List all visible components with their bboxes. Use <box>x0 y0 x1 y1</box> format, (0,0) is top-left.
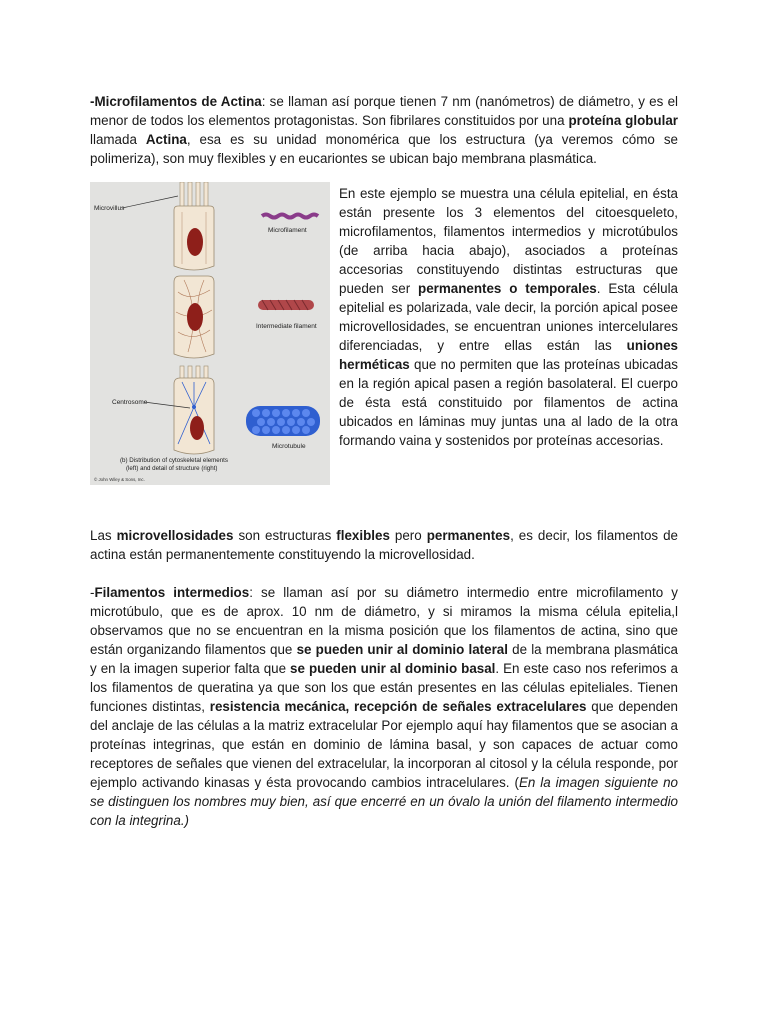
microfilament-detail <box>262 215 318 218</box>
microtubule-detail <box>246 406 320 436</box>
cytoskeleton-figure <box>90 182 330 485</box>
label-centrosome: Centrosome <box>112 399 148 406</box>
epithelial-cell-microtubules <box>174 366 214 454</box>
bold-term: Actina <box>145 132 187 147</box>
bold-term: permanentes <box>426 528 511 543</box>
label-intermediate-filament: Intermediate filament <box>256 323 317 330</box>
epithelial-cell-intermediate <box>174 276 214 358</box>
label-microtubule: Microtubule <box>272 443 306 450</box>
bold-term: uniones herméticas <box>339 338 678 372</box>
paragraph-microvellosidades: Las microvellosidades son estructuras flexibles pero permanentes, es decir, los filamentos de actina están permanentemente constituyendo la microvellosidad. <box>90 528 678 562</box>
bold-term: resistencia mecánica, recepción de señales extracelulares <box>209 699 587 714</box>
bold-term: Filamentos intermedios <box>94 585 250 600</box>
bold-term: -Microfilamentos de Actina <box>90 94 262 109</box>
figure-row <box>90 182 678 488</box>
paragraph-epithelial-example: En este ejemplo se muestra una célula epitelial, en ésta están presente los 3 elementos del citoesqueleto, microfilamentos, filamentos intermedios y microtúbulos (de arriba hacia abajo), asociados a proteínas accesorias constituyendo distintas estructuras que pueden ser permanentes o temporales. Esta célula epitelial es polarizada, vale decir, la porción apical posee microvellosidades, se encuentran uniones intercelulares diferenciadas, y entre ellas están las uniones herméticas que no permiten que las proteínas ubicadas en la región apical pasen a región basolateral. El cuerpo de ésta está constituido por filamentos de actina ubicados en láminas muy juntas una al lado de la otra formando vaina y sostenidos por proteínas accesorias. <box>339 186 678 448</box>
bold-term: microvellosidades <box>116 528 234 543</box>
intermediate-filament-detail <box>258 300 314 310</box>
label-microvillus: Microvillus <box>94 205 125 212</box>
bold-term: se pueden unir al dominio basal <box>290 661 496 676</box>
bold-term: se pueden unir al dominio lateral <box>296 642 508 657</box>
paragraph-microfilamentos: -Microfilamentos de Actina: se llaman así porque tienen 7 nm (nanómetros) de diámetro, y es el menor de todos los elementos protagonistas. Son fibrilares constituidos por una proteína globular llamada Actina, esa es su unidad monomérica que los estructura (ya veremos cómo se polimeriza), son muy flexibles y en eucariontes se ubican bajo membrana plasmática. <box>90 94 678 166</box>
document-page <box>90 92 678 830</box>
figure-side-text <box>339 184 678 450</box>
bold-term: flexibles <box>336 528 390 543</box>
italic-note: En la imagen siguiente no se distinguen los nombres muy bien, así que encerré en un óvalo la unión del filamento intermedio con la integrina.) <box>90 775 678 828</box>
bold-term: permanentes o temporales <box>418 281 597 296</box>
figure-caption-line1: (b) Distribution of cytoskeletal elements <box>120 457 228 464</box>
figure-copyright: © John Wiley & Sons, Inc. <box>94 477 145 482</box>
epithelial-cell-microfilaments <box>174 182 214 270</box>
paragraph-filamentos-intermedios: -Filamentos intermedios: se llaman así por su diámetro intermedio entre microfilamento y microtúbulo, que es de aprox. 10 nm de diámetro, y si miramos la misma célula epitelia,l observamos que no se encuentran en la misma posición que los filamentos de actina, sino que están organizando filamentos que se pueden unir al dominio lateral de la membrana plasmática y en la imagen superior falta que se pueden unir al dominio basal. En este caso nos referimos a los filamentos de queratina ya que son los que están presentes en las células epiteliales. Tienen funciones distintas, resistencia mecánica, recepción de señales extracelulares que dependen del anclaje de las células a la matriz extracelular Por ejemplo aquí hay filamentos que se asocian a proteínas integrinas, que están en dominio de lámina basal, y son capaces de actuar como receptores de señales que vienen del extracelular, la incorporan al citosol y la célula responde, por ejemplo activando kinasas y ésta provocando cambios intracelulares. (En la imagen siguiente no se distinguen los nombres muy bien, así que encerré en un óvalo la unión del filamento intermedio con la integrina.) <box>90 585 678 828</box>
bold-term: proteína globular <box>568 113 678 128</box>
label-microfilament: Microfilament <box>268 227 307 234</box>
figure-caption-line2: (left) and detail of structure (right) <box>126 465 218 472</box>
